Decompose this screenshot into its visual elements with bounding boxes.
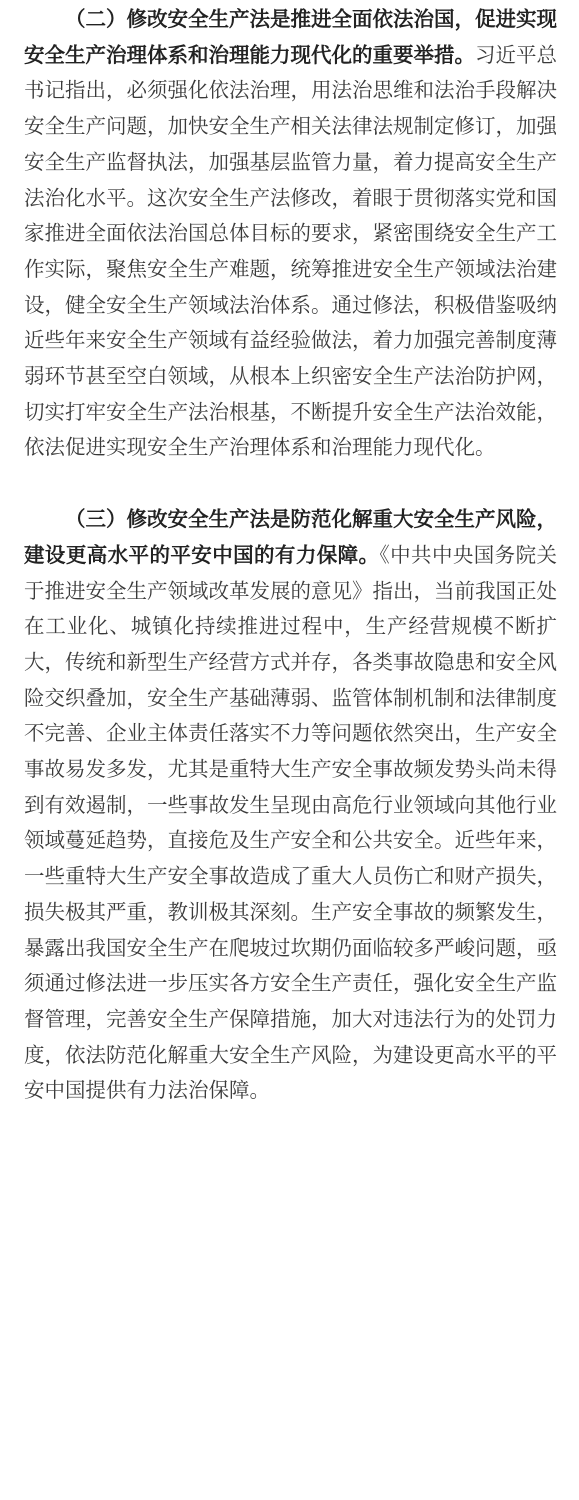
section-3-heading: （三）修改安全生产法是防范化解重大安全生产风险，建设更高水平的平安中国的有力保障。 (24, 507, 557, 567)
section-3-body: 《中共中央国务院关于推进安全生产领域改革发展的意见》指出，当前我国正处在工业化、城镇化持续推进过程中，生产经营规模不断扩大，传统和新型生产经营方式并存，各类事故隐患和安全风险交织叠加，安全生产基础薄弱、监管体制机制和法律制度不完善、企业主体责任落实不力等问题依然突出，生产安全事故易发多发，尤其是重特大生产安全事故频发势头尚未得到有效遏制，一些事故发生呈现由高危行业领域向其他行业领域蔓延趋势，直接危及生产安全和公共安全。近些年来，一些重特大生产安全事故造成了重大人员伤亡和财产损失，损失极其严重，教训极其深刻。生产安全事故的频繁发生，暴露出我国安全生产在爬坡过坎期仍面临较多严峻问题，亟须通过修法进一步压实各方安全生产责任，强化安全生产监督管理，完善安全生产保障措施，加大对违法行为的处罚力度，依法防范化解重大安全生产风险，为建设更高水平的平安中国提供有力法治保障。 (24, 542, 557, 1103)
paragraph-section-3 (24, 502, 557, 1109)
section-2-body: 习近平总书记指出，必须强化依法治理，用法治思维和法治手段解决安全生产问题，加快安全生产相关法律法规制定修订，加强安全生产监督执法，加强基层监管力量，着力提高安全生产法治化水平。这次安全生产法修改，着眼于贯彻落实党和国家推进全面依法治国总体目标的要求，紧密围绕安全生产工作实际，聚焦安全生产难题，统筹推进安全生产领域法治建设，健全安全生产领域法治体系。通过修法，积极借鉴吸纳近些年来安全生产领域有益经验做法，着力加强完善制度薄弱环节甚至空白领域，从根本上织密安全生产法治防护网，切实打牢安全生产法治根基，不断提升安全生产法治效能，依法促进实现安全生产治理体系和治理能力现代化。 (24, 42, 557, 460)
section-2-heading: （二）修改安全生产法是推进全面依法治国，促进实现安全生产治理体系和治理能力现代化的重要举措。 (24, 7, 557, 67)
paragraph-section-2 (24, 0, 557, 466)
